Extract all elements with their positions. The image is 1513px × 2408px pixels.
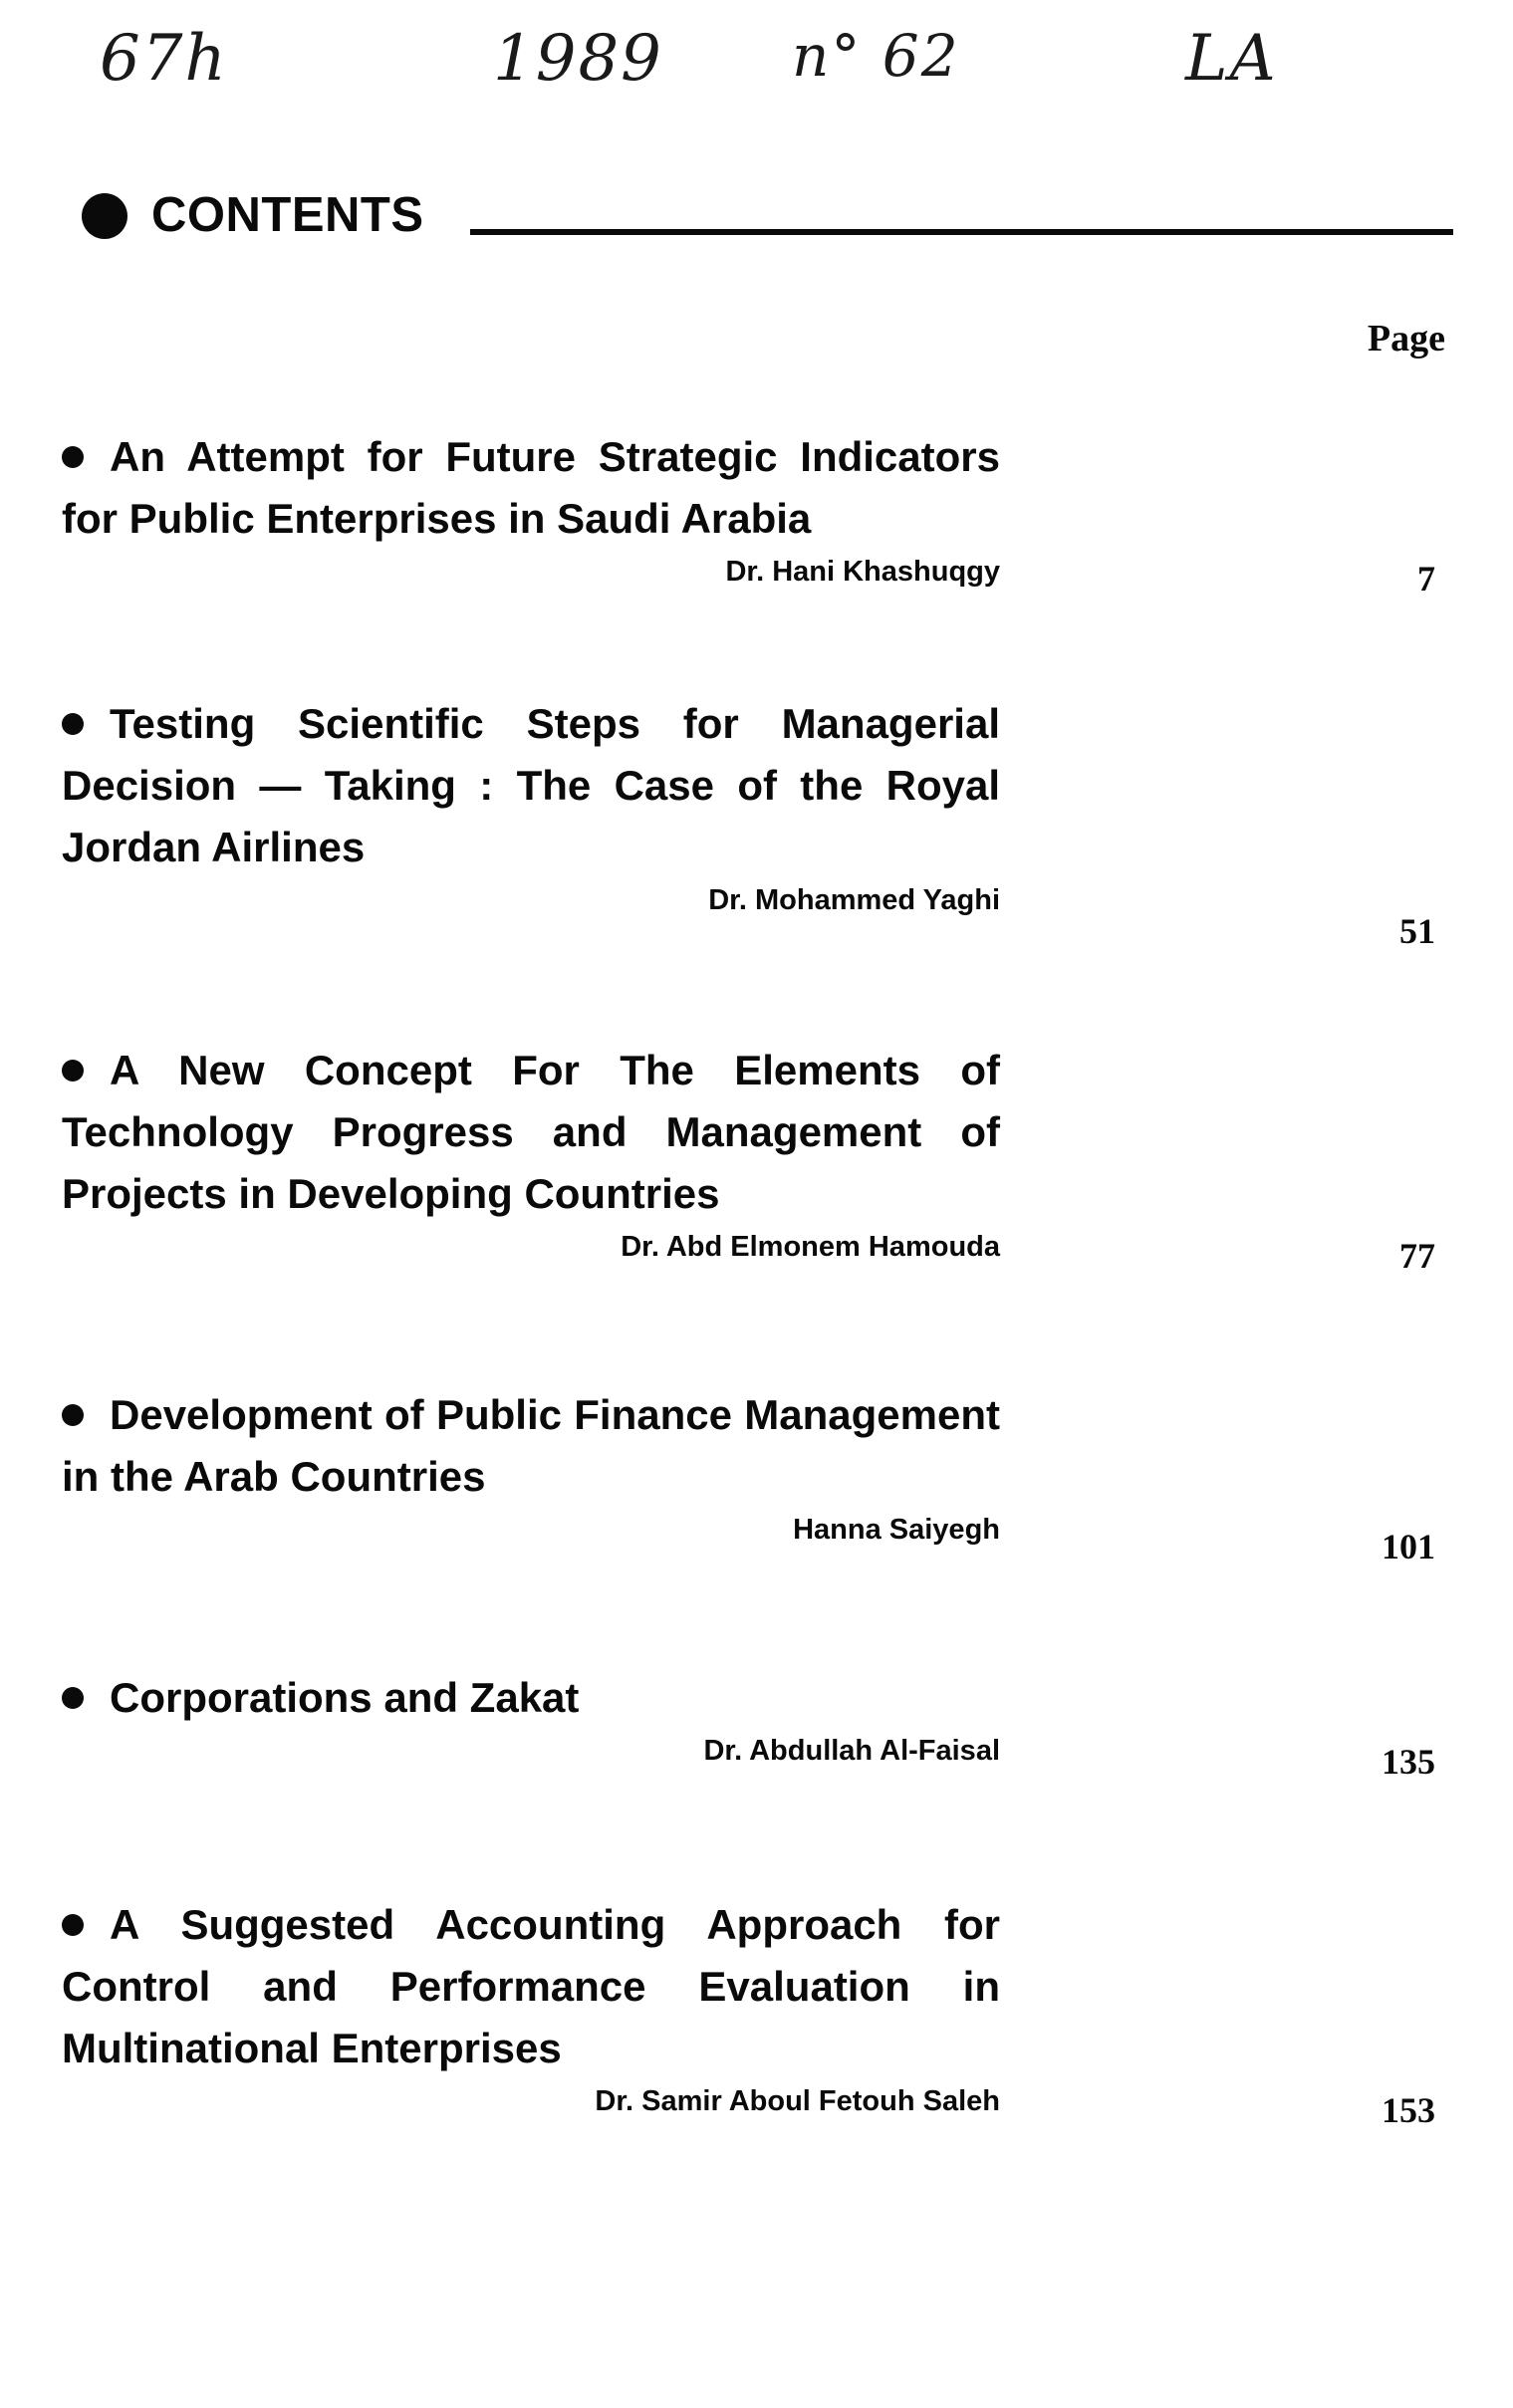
toc-entry-title <box>62 1894 1000 2079</box>
toc-entry <box>62 1894 1000 2118</box>
bullet-icon <box>62 1404 84 1426</box>
toc-entry-page: 101 <box>1382 1527 1435 1566</box>
toc-entry-author: Dr. Hani Khashuqgy <box>725 556 1000 588</box>
toc-entry-title-text: Corporations and Zakat <box>110 1674 580 1721</box>
toc-entry-page: 7 <box>1417 559 1435 599</box>
toc-entry-title <box>62 426 1000 550</box>
handwritten-note-issue: n° 62 <box>792 22 960 90</box>
toc-entry-title <box>62 1040 1000 1225</box>
contents-title: CONTENTS <box>151 188 424 242</box>
toc-entry-title-text: A New Concept For The Elements of Technology Progress and Management of Projects in Developing Countries <box>62 1047 1000 1217</box>
toc-entry-title-text: An Attempt for Future Strategic Indicators for Public Enterprises in Saudi Arabia <box>62 433 1000 542</box>
toc-entry-author: Hanna Saiyegh <box>793 1514 1000 1546</box>
toc-entry-page: 77 <box>1399 1236 1435 1276</box>
toc-entry-page: 135 <box>1382 1742 1435 1782</box>
toc-entry-title <box>62 1384 1000 1508</box>
toc-entry-title <box>62 1667 1000 1729</box>
toc-entry-author: Dr. Abd Elmonem Hamouda <box>621 1231 1000 1263</box>
contents-header <box>82 181 1453 251</box>
toc-entry <box>62 1040 1000 1264</box>
bullet-icon <box>62 1060 84 1082</box>
toc-entry-author: Dr. Mohammed Yaghi <box>708 884 1000 916</box>
toc-entry-title-text: A Suggested Accounting Approach for Control and Performance Evaluation in Multinational Enterprises <box>62 1901 1000 2071</box>
bullet-icon <box>62 446 84 468</box>
page-column-label: Page <box>1367 318 1445 360</box>
toc-entry <box>62 693 1000 917</box>
handwritten-note-initials: LA <box>1185 22 1278 96</box>
toc-entry-title-text: Testing Scientific Steps for Managerial Decision — Taking : The Case of the Royal Jordan Airlines <box>62 700 1000 870</box>
handwritten-note-call-number: 67h <box>100 22 228 96</box>
bullet-icon <box>62 713 84 735</box>
toc-entry-page: 153 <box>1382 2090 1435 2130</box>
handwritten-note-year: 1989 <box>493 22 663 96</box>
bullet-icon <box>62 1687 84 1709</box>
toc-entry-title-text: Development of Public Finance Management in the Arab Countries <box>62 1391 1000 1500</box>
toc-entry-title <box>62 693 1000 878</box>
bullet-icon <box>62 1914 84 1936</box>
header-rule <box>470 229 1453 235</box>
toc-entry-author: Dr. Samir Aboul Fetouh Saleh <box>595 2085 1000 2117</box>
toc-entry-page: 51 <box>1399 911 1435 951</box>
bullet-icon <box>82 193 127 239</box>
toc-entry <box>62 426 1000 589</box>
toc-entry <box>62 1667 1000 1768</box>
toc-entry <box>62 1384 1000 1547</box>
toc-entry-author: Dr. Abdullah Al-Faisal <box>703 1735 1000 1767</box>
